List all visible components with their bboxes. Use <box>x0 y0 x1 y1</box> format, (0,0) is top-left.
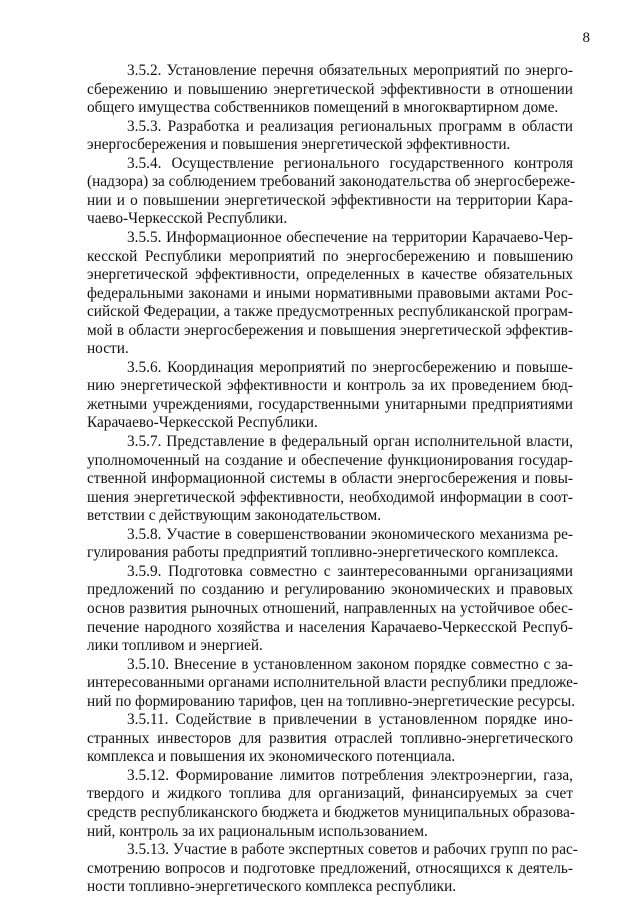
paragraph-line: ности топливно-энергетического комплекса республики. <box>87 878 457 896</box>
paragraph-line: чаево-Черкесской Республики. <box>87 210 288 228</box>
paragraph-line: твердого и жидкого топлива для организаций, финансируемых за счет <box>87 785 573 803</box>
paragraph-line: основ развития рыночных отношений, направленных на устойчивое обес- <box>87 599 573 617</box>
paragraph-line: странных инвесторов для развития отраслей топливно-энергетического <box>87 729 573 747</box>
paragraph-line: 3.5.9. Подготовка совместно с заинтересованными организациями <box>127 562 573 580</box>
paragraph-line: энергетической эффективности, определенных в качестве обязательных <box>87 266 573 284</box>
paragraph-line: средств республиканского бюджета и бюджетов муниципальных образова- <box>87 804 575 821</box>
paragraph-line: ственной информационной системы в области энергосбережения и повы- <box>87 470 573 488</box>
paragraph-line: общего имущества собственников помещений в многоквартирном доме. <box>87 99 559 117</box>
paragraph-line: Карачаево-Черкесской Республики. <box>87 414 318 432</box>
paragraph-line: 3.5.13. Участие в работе экспертных советов и рабочих групп по рас- <box>127 841 578 859</box>
paragraph-line: кесской Республики мероприятий по энергосбережению и повышению <box>87 247 573 265</box>
paragraph-line: гулирования работы предприятий топливно-энергетического комплекса. <box>87 544 559 562</box>
paragraph-line: комплекса и повышения их экономического потенциала. <box>87 748 456 766</box>
paragraph-line: смотрению вопросов и подготовке предложений, относящихся к деятель- <box>87 859 573 877</box>
paragraph-line: 3.5.4. Осуществление регионального государственного контроля <box>127 154 573 172</box>
paragraph-line: шения энергетической эффективности, необходимой информации в соот- <box>87 488 573 506</box>
paragraph-line: 3.5.12. Формирование лимитов потребления электроэнергии, газа, <box>127 766 573 784</box>
paragraph-line: сийской Федерации, а также предусмотренных республиканской програм- <box>87 303 573 321</box>
paragraph-line: (надзора) за соблюдением требований законодательства об энергосбереже- <box>87 173 576 191</box>
paragraph-line: предложений по созданию и регулированию экономических и правовых <box>87 581 573 599</box>
paragraph-line: жетными учреждениями, государственными унитарными предприятиями <box>87 395 573 413</box>
page-number: 8 <box>582 30 590 46</box>
paragraph-line: интересованными органами исполнительной власти республики предложе- <box>87 674 579 692</box>
paragraph-line: 3.5.8. Участие в совершенствовании экономического механизма ре- <box>127 525 573 543</box>
paragraph-line: лики топливом и энергией. <box>87 637 263 655</box>
paragraph-line: ветствии с действующим законодательством. <box>87 507 382 525</box>
paragraph-line: 3.5.10. Внесение в установленном законом порядке совместно с за- <box>127 655 573 673</box>
paragraph-line: уполномоченный на создание и обеспечение функционирования государ- <box>87 451 573 469</box>
paragraph-line: 3.5.3. Разработка и реализация региональных программ в области <box>127 117 573 135</box>
paragraph-line: ний по формированию тарифов, цен на топливно-энергетические ресурсы. <box>87 692 576 710</box>
paragraph-line: 3.5.2. Установление перечня обязательных мероприятий по энерго- <box>127 62 573 79</box>
paragraph-line: 3.5.5. Информационное обеспечение на территории Карачаево-Чер- <box>127 228 573 246</box>
paragraph-line: энергосбережения и повышения энергетической эффективности. <box>87 136 511 154</box>
paragraph-line: нию энергетической эффективности и контроль за их проведением бюд- <box>87 377 573 395</box>
paragraph-line: мой в области энергосбережения и повышения энергетической эффектив- <box>87 321 573 339</box>
paragraph-line: печение народного хозяйства и населения Карачаево-Черкесской Респуб- <box>87 618 573 636</box>
paragraph-line: сбережению и повышению энергетической эффективности в отношении <box>87 80 573 98</box>
paragraph-line: нии и о повышении энергетической эффективности на территории Кара- <box>87 191 573 209</box>
paragraph-line: ний, контроль за их рациональным использованием. <box>87 822 428 840</box>
paragraph-line: 3.5.7. Представление в федеральный орган исполнительной власти, <box>127 433 573 450</box>
paragraph-line: 3.5.6. Координация мероприятий по энергосбережению и повыше- <box>127 358 573 376</box>
paragraph-line: 3.5.11. Содействие в привлечении в установленном порядке ино- <box>127 711 573 729</box>
paragraph-line: федеральными законами и иными нормативными правовыми актами Рос- <box>87 284 573 302</box>
paragraph-line: ности. <box>87 340 129 358</box>
